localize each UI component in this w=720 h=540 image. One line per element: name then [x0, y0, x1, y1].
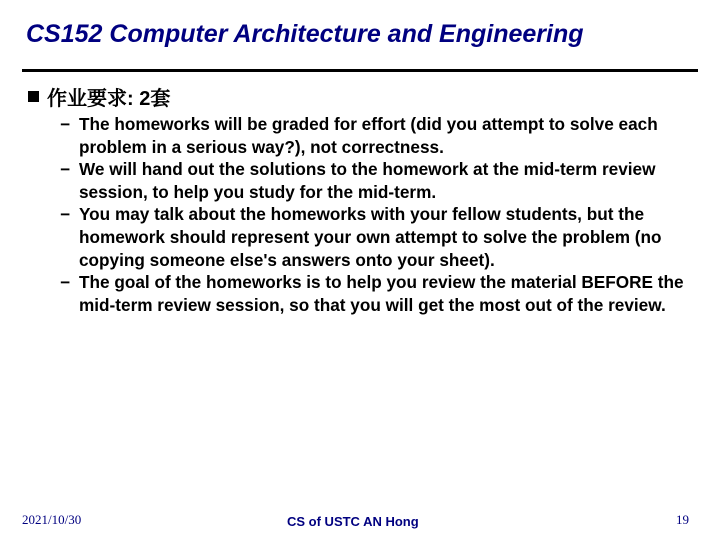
sub-bullet-text: The goal of the homeworks is to help you review the material BEFORE the mid-term review session, so that you will get the most out of the review.	[79, 272, 684, 315]
main-bullet	[28, 82, 170, 111]
dash-icon: −	[60, 204, 71, 225]
footer-date: 2021/10/30	[22, 512, 82, 527]
page-number: 19	[676, 512, 689, 527]
sub-bullet-text: The homeworks will be graded for effort (did you attempt to solve each problem in a serious way?), not correctness.	[79, 114, 658, 157]
dash-icon: −	[60, 114, 71, 134]
title-rule	[22, 69, 698, 72]
dash-icon: −	[60, 159, 71, 180]
sub-bullet-2	[60, 158, 700, 203]
footer-author: CS of USTC AN Hong	[287, 514, 419, 529]
slide-title: CS152 Computer Architecture and Engineering	[26, 20, 584, 48]
sub-bullet-4	[60, 271, 700, 316]
sub-bullet-1	[60, 113, 700, 158]
square-bullet-icon	[28, 91, 39, 102]
sub-bullet-text: We will hand out the solutions to the homework at the mid-term review session, to help you study for the mid-term.	[79, 159, 656, 202]
sub-bullet-3	[60, 203, 700, 271]
main-bullet-text: 作业要求: 2套	[47, 88, 171, 110]
sub-bullet-text: You may talk about the homeworks with your fellow students, but the homework should represent your own attempt to solve the problem (no copying someone else's answers onto your sheet).	[79, 204, 662, 270]
sub-bullet-list	[60, 113, 700, 316]
dash-icon: −	[60, 272, 71, 293]
